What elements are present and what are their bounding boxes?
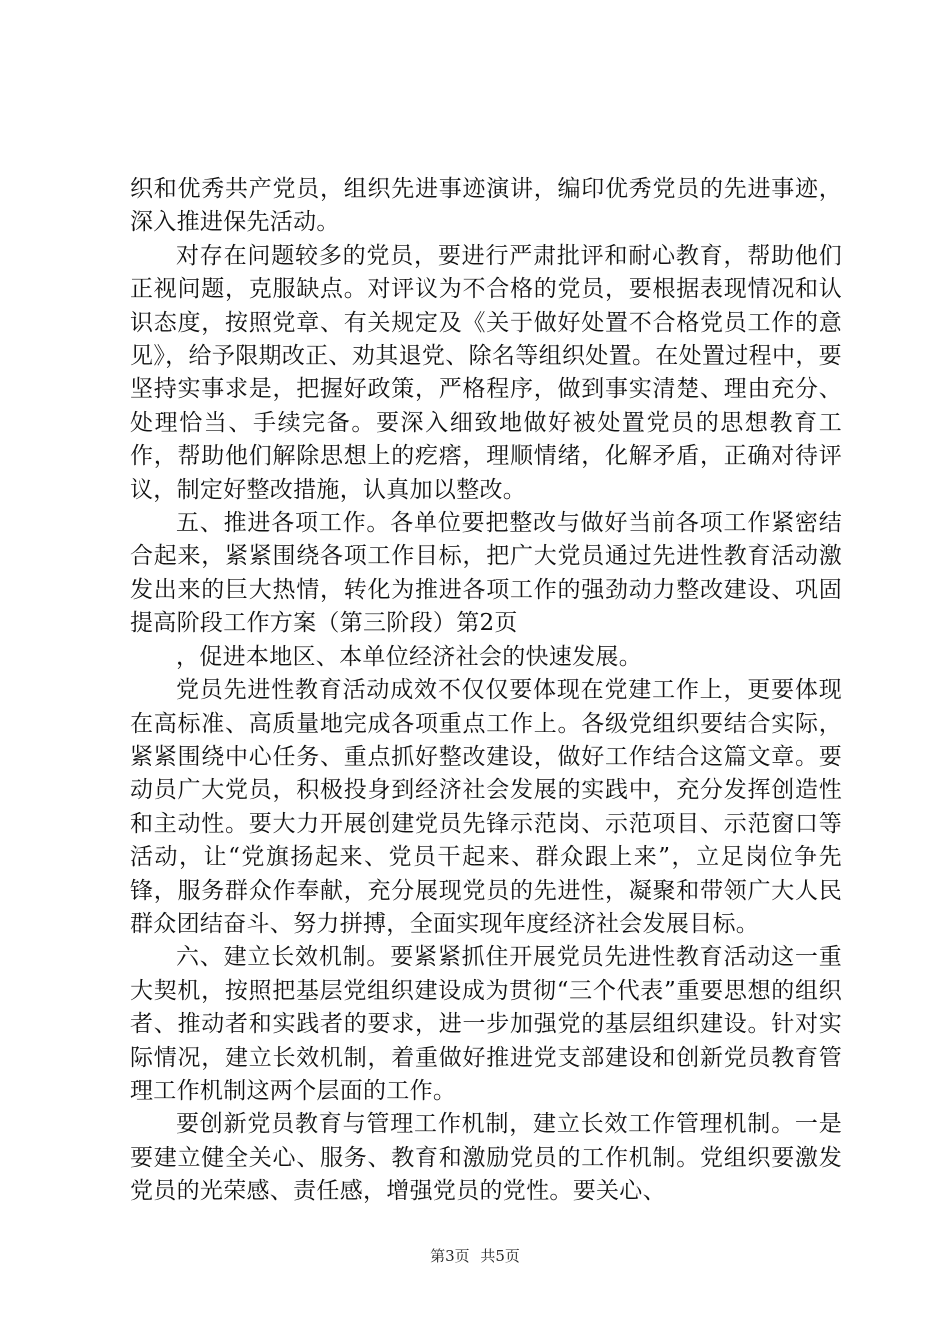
page-number: 第3页 — [430, 1247, 470, 1265]
document-body — [130, 173, 842, 1209]
page-footer — [0, 1245, 950, 1266]
paragraph-6: 六、建立长效机制。要紧紧抓住开展党员先进性教育活动这一重大契机，按照把基层党组织建设成为贯彻“三个代表”重要思想的组织者、推动者和实践者的要求，进一步加强党的基层组织建设。针对实际情况，建立长效机制，着重做好推进党支部建设和创新党员教育管理工作机制这两个层面的工作。 — [130, 944, 842, 1104]
page-total: 共5页 — [480, 1247, 520, 1265]
paragraph-3: 五、推进各项工作。各单位要把整改与做好当前各项工作紧密结合起来，紧紧围绕各项工作目标，把广大党员通过先进性教育活动激发出来的巨大热情，转化为推进各项工作的强劲动力整改建设、巩固提高阶段工作方案（第三阶段）第2页 — [130, 510, 842, 637]
paragraph-1: 织和优秀共产党员，组织先进事迹演讲，编印优秀党员的先进事迹，深入推进保先活动。 — [130, 176, 842, 236]
paragraph-7: 要创新党员教育与管理工作机制，建立长效工作管理机制。一是要建立健全关心、服务、教育和激励党员的工作机制。党组织要激发党员的光荣感、责任感，增强党员的党性。要关心、 — [130, 1111, 842, 1205]
paragraph-5: 党员先进性教育活动成效不仅仅要体现在党建工作上，更要体现在高标准、高质量地完成各项重点工作上。各级党组织要结合实际，紧紧围绕中心任务、重点抓好整改建设，做好工作结合这篇文章。要动员广大党员，积极投身到经济社会发展的实践中，充分发挥创造性和主动性。要大力开展创建党员先锋示范岗、示范项目、示范窗口等活动，让“党旗扬起来、党员干起来、群众跟上来”，立足岗位争先锋，服务群众作奉献，充分展现党员的先进性，凝聚和带领广大人民群众团结奋斗、努力拼搏，全面实现年度经济社会发展目标。 — [130, 677, 842, 937]
paragraph-4: ，促进本地区、本单位经济社会的快速发展。 — [176, 643, 642, 670]
paragraph-2: 对存在问题较多的党员，要进行严肃批评和耐心教育，帮助他们正视问题，克服缺点。对评议为不合格的党员，要根据表现情况和认识态度，按照党章、有关规定及《关于做好处置不合格党员工作的意见》，给予限期改正、劝其退党、除名等组织处置。在处置过程中，要坚持实事求是，把握好政策，严格程序，做到事实清楚、理由充分、处理恰当、手续完备。要深入细致地做好被处置党员的思想教育工作，帮助他们解除思想上的疙瘩，理顺情绪，化解矛盾，正确对待评议，制定好整改措施，认真加以整改。 — [130, 242, 842, 503]
